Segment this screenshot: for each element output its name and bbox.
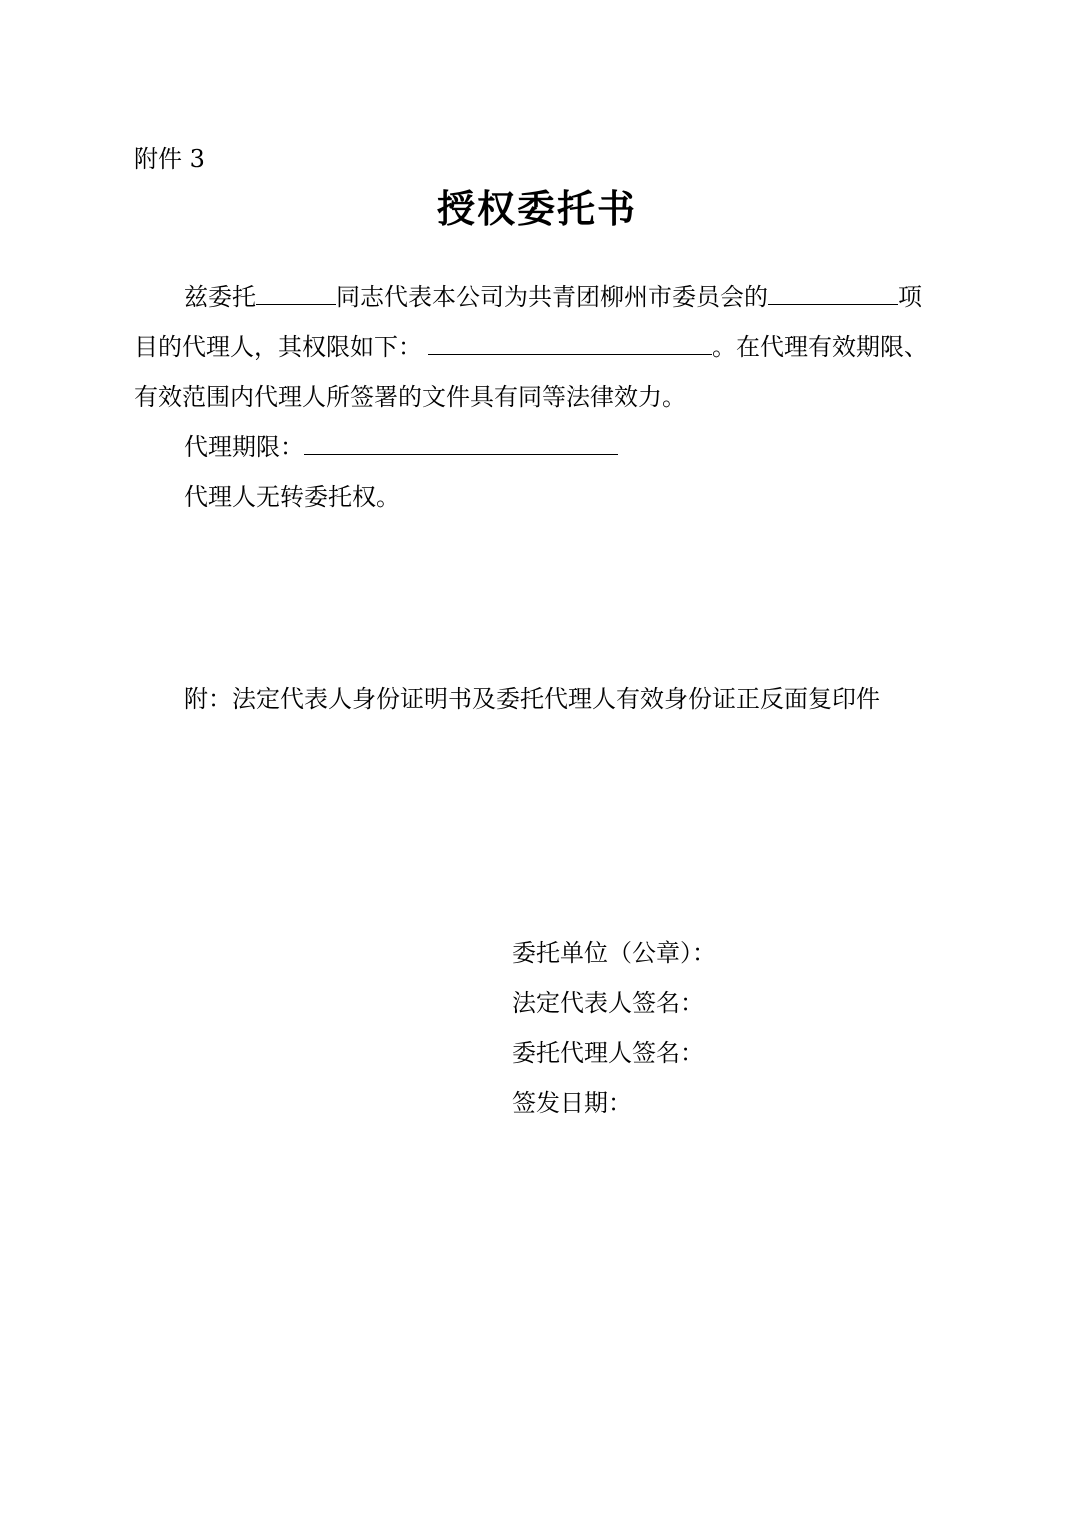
text-project: 项 bbox=[898, 283, 922, 311]
attachment-label: 附件 3 bbox=[134, 145, 205, 173]
no-transfer-statement: 代理人无转委托权。 bbox=[184, 483, 400, 511]
authority-blank[interactable] bbox=[428, 332, 712, 355]
paragraph-line-3: 有效范围内代理人所签署的文件具有同等法律效力。 bbox=[134, 383, 686, 411]
issue-date-label: 签发日期： bbox=[512, 1089, 632, 1117]
entrusting-unit-label: 委托单位（公章）： bbox=[512, 939, 716, 967]
term-label: 代理期限： bbox=[184, 433, 304, 461]
text-entrust: 兹委托 bbox=[184, 283, 256, 311]
project-name-blank[interactable] bbox=[768, 282, 898, 305]
text-authority: 目的代理人，其权限如下： bbox=[134, 333, 422, 361]
paragraph-line-2 bbox=[134, 332, 928, 362]
text-validity: 。在代理有效期限、 bbox=[712, 333, 928, 361]
term-blank[interactable] bbox=[304, 432, 618, 455]
legal-rep-signature-label: 法定代表人签名： bbox=[512, 989, 704, 1017]
attachment-note: 附：法定代表人身份证明书及委托代理人有效身份证正反面复印件 bbox=[184, 685, 880, 713]
paragraph-line-1 bbox=[184, 282, 922, 312]
agent-signature-label: 委托代理人签名： bbox=[512, 1039, 704, 1067]
document-title: 授权委托书 bbox=[436, 187, 637, 231]
term-line bbox=[184, 432, 618, 462]
text-represent: 同志代表本公司为共青团柳州市委员会的 bbox=[336, 283, 768, 311]
agent-name-blank[interactable] bbox=[256, 282, 336, 305]
